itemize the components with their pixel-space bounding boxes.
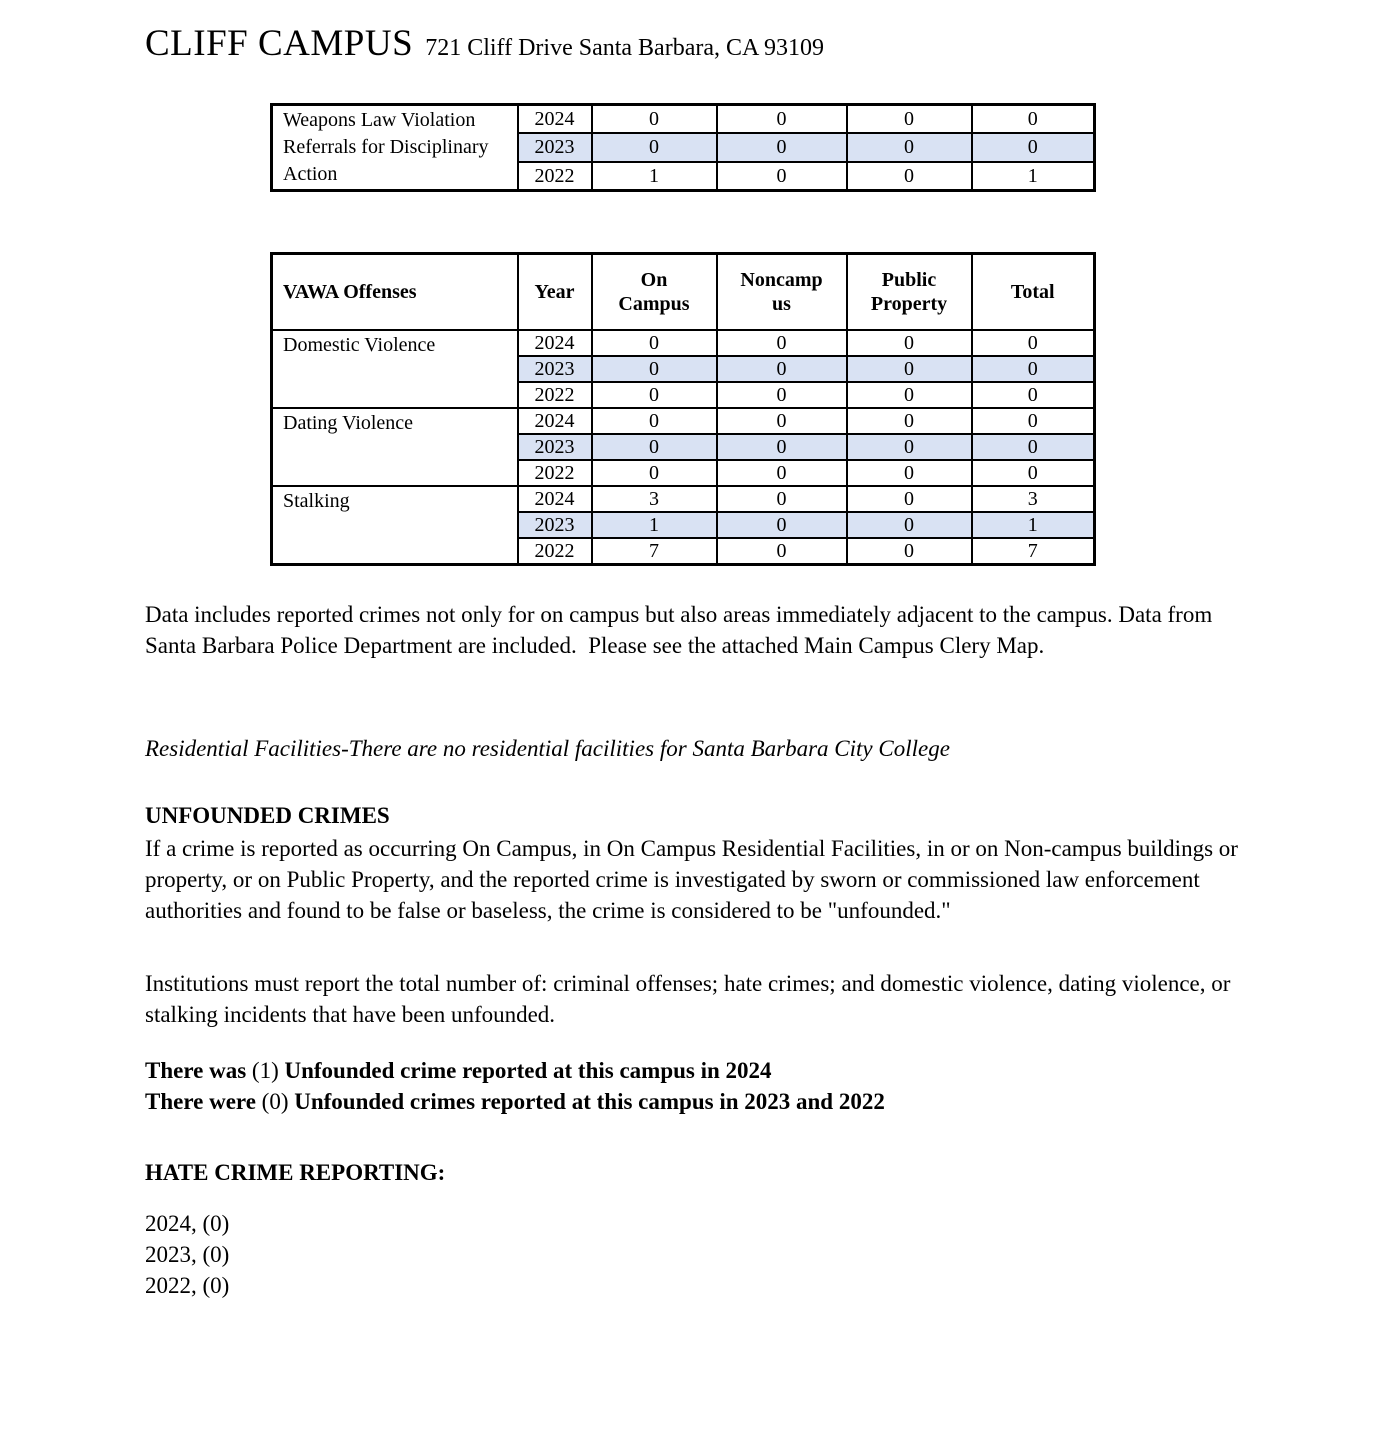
weapons-referrals-table bbox=[270, 103, 1096, 192]
table-cell: 0 bbox=[847, 382, 972, 408]
table-cell: 0 bbox=[592, 105, 717, 134]
year-cell: 2024 bbox=[518, 105, 592, 134]
year-cell: 2023 bbox=[518, 434, 592, 460]
table-cell: 1 bbox=[592, 512, 717, 538]
weapons-row-label: Weapons Law Violation Referrals for Disciplinary Action bbox=[272, 105, 518, 191]
institutions-paragraph: Institutions must report the total number of: criminal offenses; hate crimes; and domestic violence, dating violence, or stalking incidents that have been unfounded. bbox=[145, 970, 1231, 1027]
table-cell: 0 bbox=[717, 133, 847, 161]
table-cell: 0 bbox=[592, 382, 717, 408]
table-cell: 3 bbox=[592, 486, 717, 512]
year-cell: 2022 bbox=[518, 538, 592, 565]
table-cell: 0 bbox=[717, 512, 847, 538]
year-cell: 2024 bbox=[518, 330, 592, 356]
campus-title: CLIFF CAMPUS bbox=[145, 23, 414, 64]
table-cell: 0 bbox=[717, 105, 847, 134]
year-cell: 2024 bbox=[518, 408, 592, 434]
year-cell: 2022 bbox=[518, 162, 592, 191]
table-cell: 0 bbox=[717, 460, 847, 486]
residential-facilities-note: Residential Facilities-There are no residential facilities for Santa Barbara City College bbox=[145, 735, 950, 761]
hate-year-2024: 2024, (0) bbox=[145, 1210, 230, 1236]
year-cell: 2023 bbox=[518, 356, 592, 382]
unfounded-counts bbox=[145, 1055, 1250, 1117]
table-cell: 0 bbox=[717, 356, 847, 382]
year-cell: 2022 bbox=[518, 382, 592, 408]
year-cell: 2024 bbox=[518, 486, 592, 512]
hate-crime-heading: HATE CRIME REPORTING: bbox=[145, 1159, 446, 1185]
column-header-on-campus: On Campus bbox=[592, 254, 717, 330]
data-note-paragraph: Data includes reported crimes not only for on campus but also areas immediately adjacent to the campus. Data from Santa Barbara Police Department are included. Please see the attached Main Campus Clery Map. bbox=[145, 601, 1213, 658]
table-cell: 0 bbox=[847, 105, 972, 134]
table-header-row bbox=[272, 254, 1095, 330]
hate-year-2022: 2022, (0) bbox=[145, 1272, 230, 1298]
table-cell: 0 bbox=[717, 434, 847, 460]
unfounded-crimes-heading: UNFOUNDED CRIMES bbox=[145, 802, 390, 828]
table-cell: 1 bbox=[592, 162, 717, 191]
table-cell: 0 bbox=[972, 460, 1095, 486]
table-cell: 0 bbox=[847, 460, 972, 486]
table-cell: 0 bbox=[847, 408, 972, 434]
table-cell: 0 bbox=[847, 512, 972, 538]
year-cell: 2023 bbox=[518, 133, 592, 161]
unfounded-definition-paragraph: If a crime is reported as occurring On Campus, in On Campus Residential Facilities, in or on Non-campus buildings or property, or on Public Property, and the reported crime is investigated by sworn or commissioned law enforcement authorities and found to be false or baseless, the crime is considered to be "unfounded." bbox=[145, 835, 1238, 923]
year-cell: 2022 bbox=[518, 460, 592, 486]
table-cell: 0 bbox=[592, 356, 717, 382]
table-cell: 0 bbox=[972, 133, 1095, 161]
hate-crime-years bbox=[145, 1208, 1250, 1301]
table-cell: 3 bbox=[972, 486, 1095, 512]
table-row bbox=[272, 486, 1095, 512]
column-header-vawa-offenses: VAWA Offenses bbox=[272, 254, 518, 330]
table-cell: 0 bbox=[847, 356, 972, 382]
table-cell: 7 bbox=[972, 538, 1095, 565]
offense-label: Dating Violence bbox=[272, 408, 518, 486]
unfounded-count-2023-2022: There were (0) Unfounded crimes reported at this campus in 2023 and 2022 bbox=[145, 1088, 885, 1114]
column-header-year: Year bbox=[518, 254, 592, 330]
table-cell: 0 bbox=[847, 486, 972, 512]
table-cell: 0 bbox=[717, 486, 847, 512]
table-cell: 0 bbox=[717, 330, 847, 356]
year-cell: 2023 bbox=[518, 512, 592, 538]
table-cell: 0 bbox=[592, 330, 717, 356]
column-header-noncampus: Noncampus bbox=[717, 254, 847, 330]
table-cell: 7 bbox=[592, 538, 717, 565]
table-cell: 0 bbox=[847, 330, 972, 356]
table-cell: 0 bbox=[847, 538, 972, 565]
table-cell: 0 bbox=[592, 434, 717, 460]
column-header-total: Total bbox=[972, 254, 1095, 330]
offense-label: Domestic Violence bbox=[272, 330, 518, 408]
document-header bbox=[145, 0, 1376, 65]
vawa-offenses-table bbox=[270, 252, 1096, 566]
table-cell: 0 bbox=[592, 133, 717, 161]
table-cell: 0 bbox=[972, 382, 1095, 408]
table-cell: 0 bbox=[972, 434, 1095, 460]
table-row bbox=[272, 408, 1095, 434]
table-cell: 0 bbox=[972, 330, 1095, 356]
table-cell: 0 bbox=[592, 408, 717, 434]
offense-label: Stalking bbox=[272, 486, 518, 565]
table-cell: 0 bbox=[847, 133, 972, 161]
table-row bbox=[272, 105, 1095, 134]
table-cell: 0 bbox=[592, 460, 717, 486]
table-cell: 0 bbox=[717, 408, 847, 434]
hate-year-2023: 2023, (0) bbox=[145, 1241, 230, 1267]
table-cell: 1 bbox=[972, 162, 1095, 191]
table-cell: 0 bbox=[717, 538, 847, 565]
table-cell: 0 bbox=[972, 105, 1095, 134]
table-cell: 0 bbox=[847, 162, 972, 191]
unfounded-count-2024: There was (1) Unfounded crime reported at this campus in 2024 bbox=[145, 1057, 772, 1083]
campus-address: 721 Cliff Drive Santa Barbara, CA 93109 bbox=[425, 35, 825, 61]
table-cell: 1 bbox=[972, 512, 1095, 538]
table-cell: 0 bbox=[972, 356, 1095, 382]
table-cell: 0 bbox=[717, 382, 847, 408]
column-header-public-property: Public Property bbox=[847, 254, 972, 330]
table-row bbox=[272, 330, 1095, 356]
table-cell: 0 bbox=[847, 434, 972, 460]
table-cell: 0 bbox=[972, 408, 1095, 434]
table-cell: 0 bbox=[717, 162, 847, 191]
